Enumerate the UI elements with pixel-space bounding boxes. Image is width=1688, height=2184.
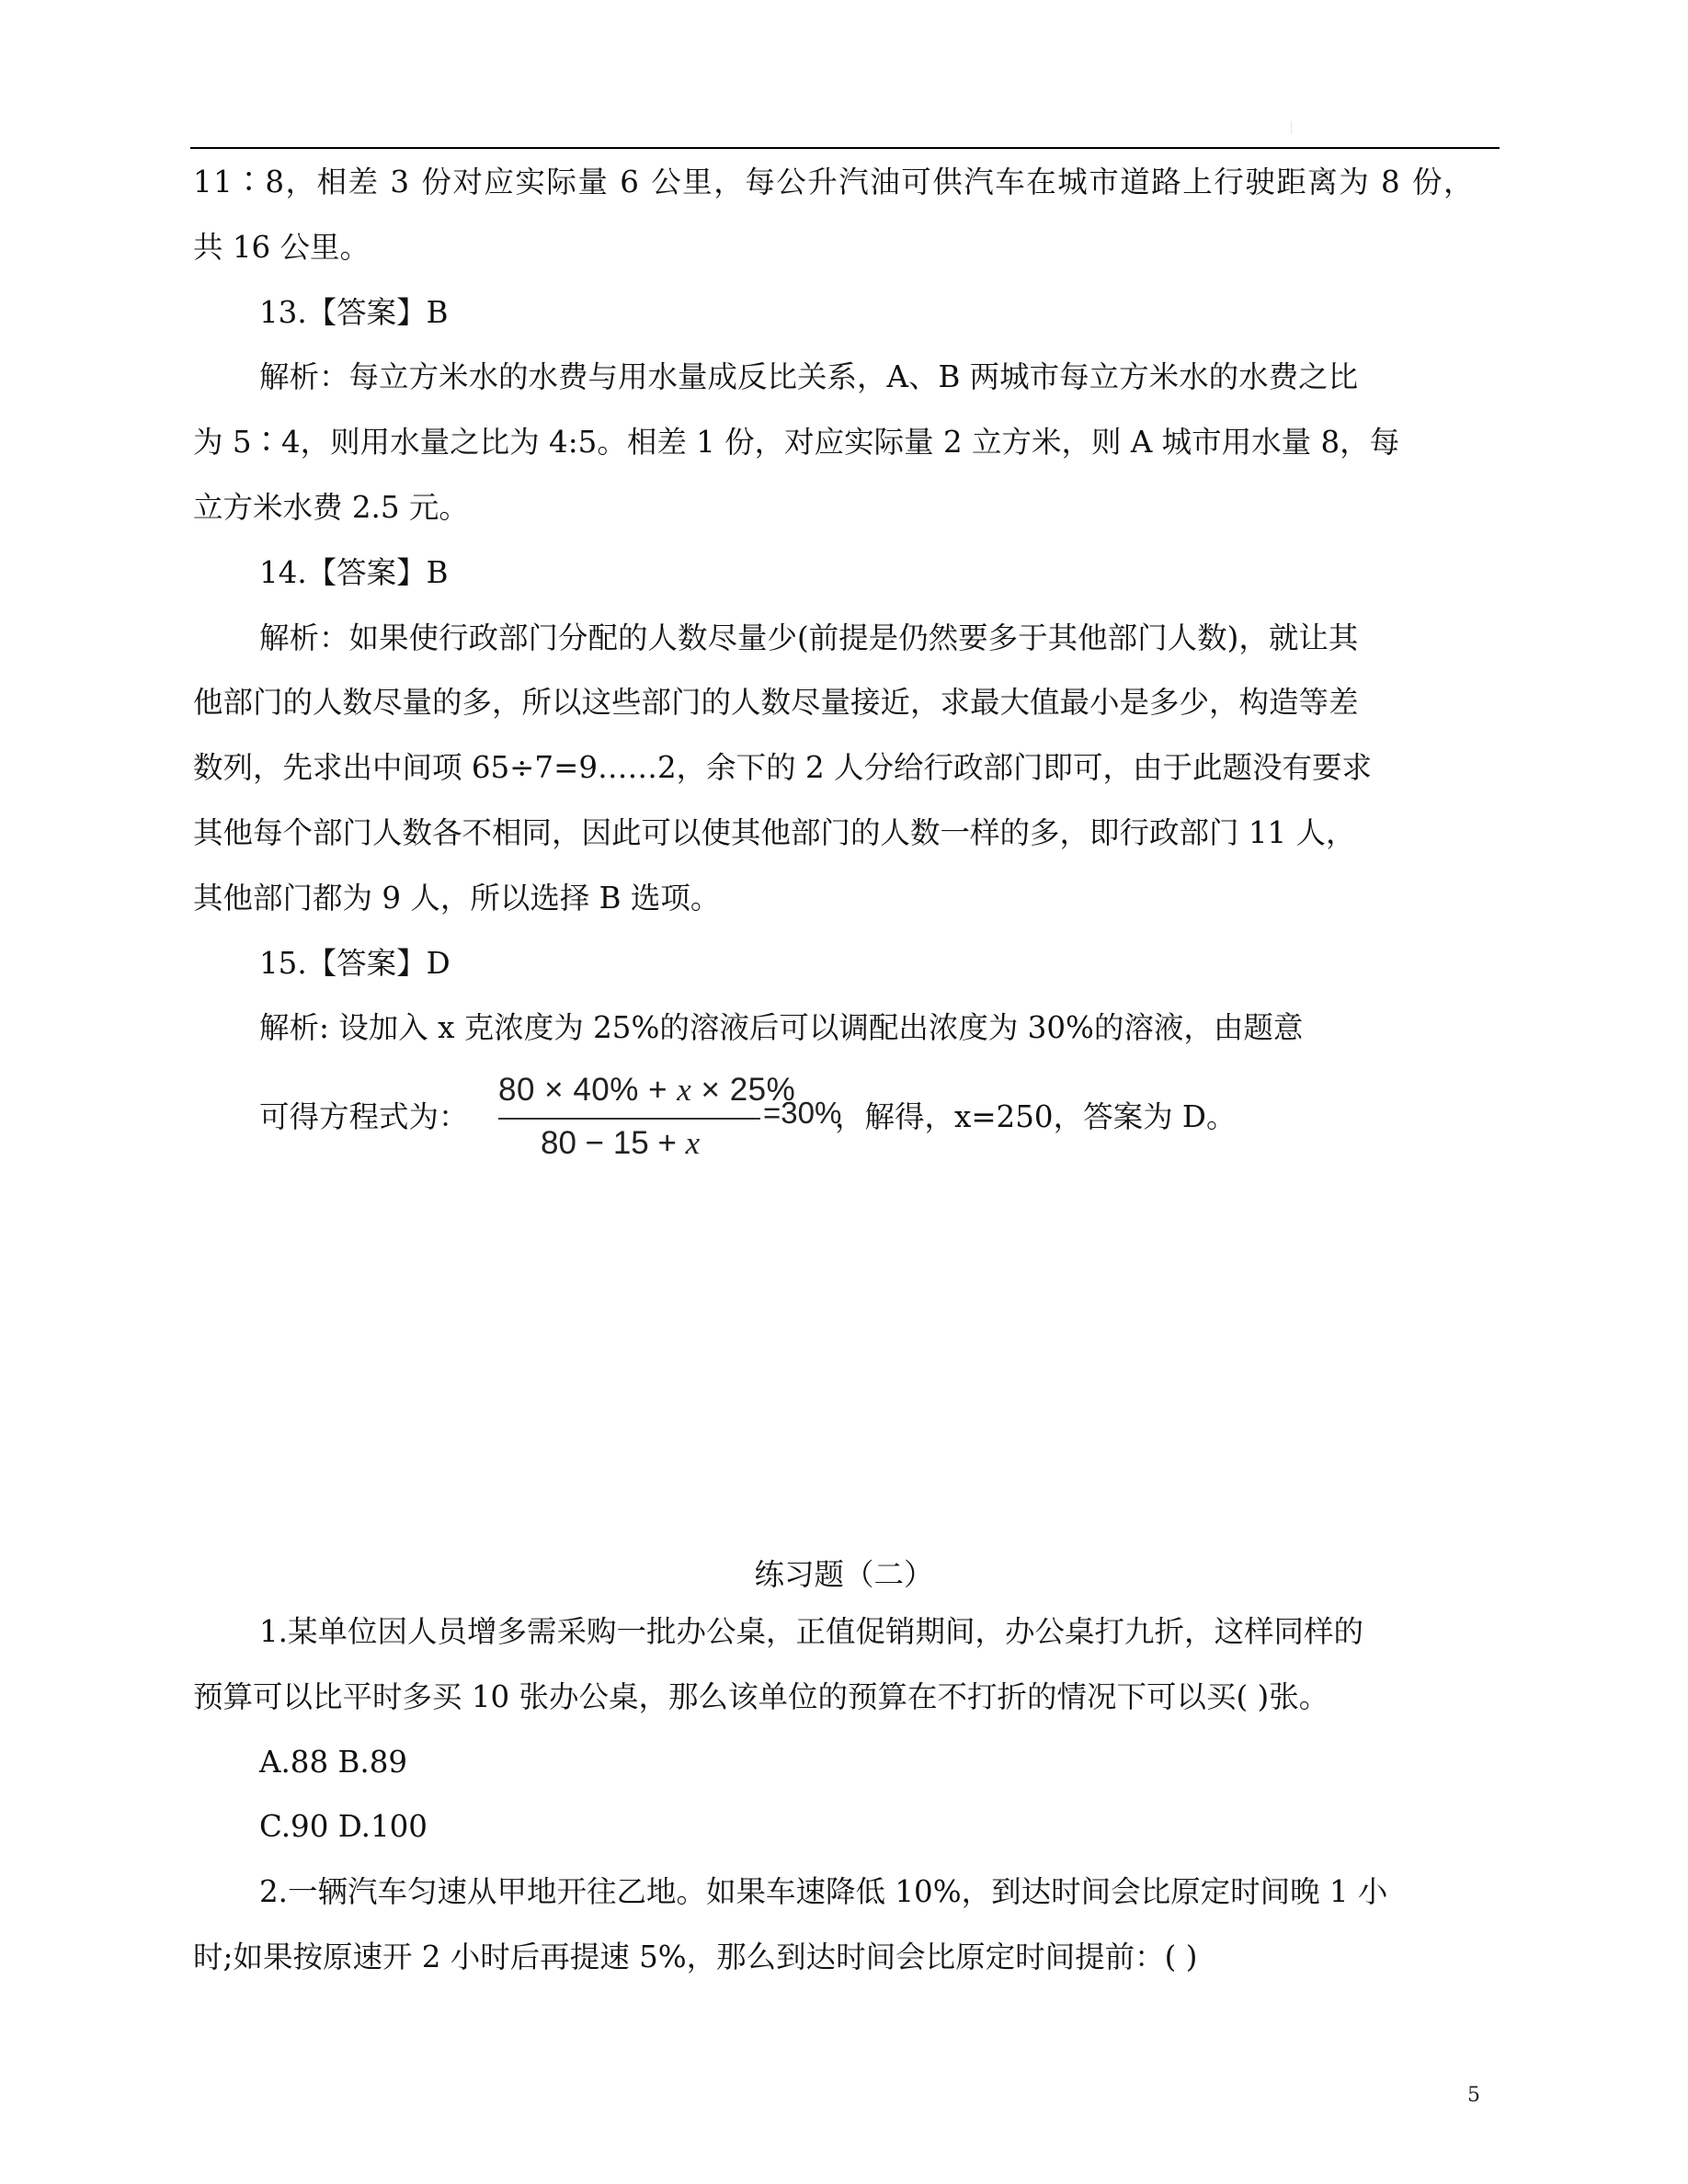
exercise-q2-line2: 时;如果按原速开 2 小时后再提速 5%，那么到达时间会比原定时间提前：( ) xyxy=(193,1939,1198,1974)
q12-continuation-line2: 共 16 公里。 xyxy=(193,229,371,265)
q14-analysis-line2: 他部门的人数尽量的多，所以这些部门的人数尽量接近，求最大值最小是多少，构造等差 xyxy=(193,685,1359,721)
equation-result: =30% xyxy=(763,1096,842,1130)
exercise-q1-line1: 1.某单位因人员增多需采购一批办公桌，正值促销期间，办公桌打九折，这样同样的 xyxy=(259,1614,1364,1649)
q14-answer: 14.【答案】B xyxy=(259,554,449,590)
q15-formula-line xyxy=(259,1066,1500,1167)
exercise-section-title: 练习题（二） xyxy=(754,1557,934,1592)
q14-analysis-line1: 解析：如果使行政部门分配的人数尽量少(前提是仍然要多于其他部门人数)，就让其 xyxy=(259,620,1359,655)
exercise-section xyxy=(193,1599,1500,1990)
page-number: 5 xyxy=(1467,2084,1480,2107)
exercise-q2-line1: 2.一辆汽车匀速从甲地开往乙地。如果车速降低 10%，到达时间会比原定时间晚 1 小 xyxy=(259,1874,1388,1910)
q15-answer: 15.【答案】D xyxy=(259,945,451,981)
q14-analysis-line4: 其他每个部门人数各不相同，因此可以使其他部门的人数一样的多，即行政部门 11 人， xyxy=(193,814,1356,850)
header-mark xyxy=(1291,121,1292,134)
q13-analysis-line3: 立方米水费 2.5 元。 xyxy=(193,489,469,525)
fraction-denominator: 80 − 15 + x xyxy=(541,1125,701,1161)
formula-solution-text: ，解得，x=250，答案为 D。 xyxy=(835,1099,1237,1134)
q14-analysis-line5: 其他部门都为 9 人，所以选择 B 选项。 xyxy=(193,880,721,916)
exercise-q1-options-line2: C.90 D.100 xyxy=(259,1809,428,1845)
header-rule xyxy=(190,147,1500,149)
q14-analysis-line3: 数列，先求出中间项 65÷7=9……2，余下的 2 人分给行政部门即可，由于此题没有要求 xyxy=(193,750,1373,786)
q12-continuation-line1: 11∶8，相差 3 份对应实际量 6 公里，每公升汽油可供汽车在城市道路上行驶距离为 8 份， xyxy=(193,165,1476,199)
exercise-q1-line2: 预算可以比平时多买 10 张办公桌，那么该单位的预算在不打折的情况下可以买( )张。 xyxy=(193,1678,1329,1714)
exercise-q1-options-line1: A.88 B.89 xyxy=(259,1744,408,1780)
equation-fraction xyxy=(491,1066,840,1167)
fraction-numerator: 80 × 40% + x × 25% xyxy=(498,1072,796,1108)
answer-analysis-section xyxy=(193,150,1500,1061)
q13-answer: 13.【答案】B xyxy=(259,294,449,330)
formula-label: 可得方程式为： xyxy=(259,1099,469,1134)
q13-analysis-line2: 为 5∶4，则用水量之比为 4:5。相差 1 份，对应实际量 2 立方米，则 A 城市用水量 8，每 xyxy=(193,425,1400,461)
fraction-bar xyxy=(498,1118,760,1120)
q15-analysis-line1: 解析: 设加入 x 克浓度为 25%的溶液后可以调配出浓度为 30%的溶液，由题意 xyxy=(259,1010,1304,1046)
q13-analysis-line1: 解析：每立方米水的水费与用水量成反比关系，A、B 两城市每立方米水的水费之比 xyxy=(259,359,1359,395)
